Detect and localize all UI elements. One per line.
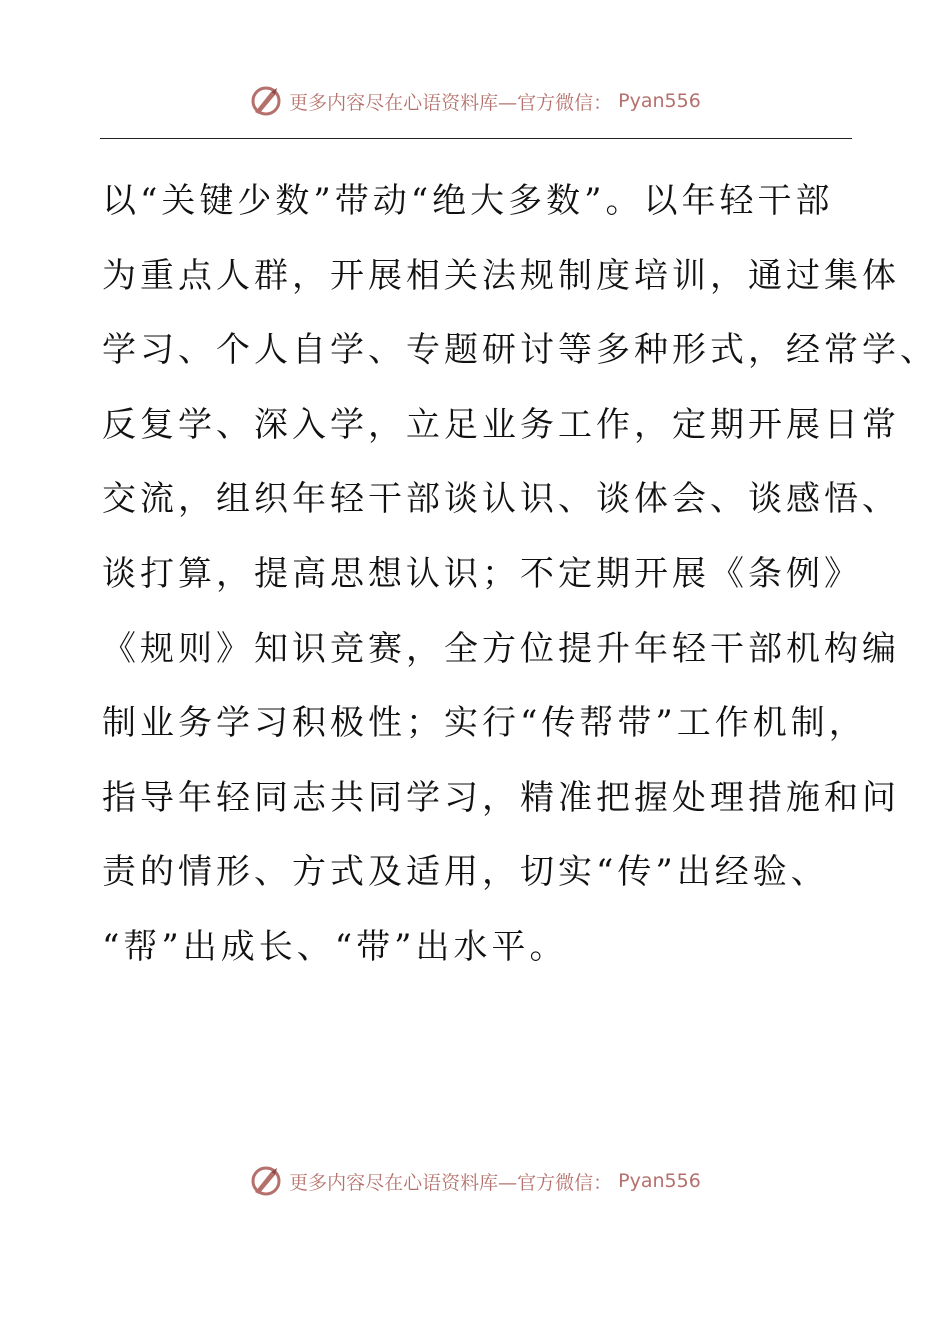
- body-line: 制业务学习积极性；实行“传帮带”工作机制，: [102, 703, 867, 744]
- body-line: 指导年轻同志共同学习，精准把握处理措施和问: [102, 777, 900, 818]
- body-line: 学习、个人自学、专题研讨等多种形式，经常学、: [102, 330, 938, 371]
- document-body: [102, 170, 938, 991]
- header-banner-text: 更多内容尽在心语资料库—官方微信：: [289, 91, 613, 114]
- body-line: 为重点人群，开展相关法规制度培训，通过集体: [102, 255, 900, 296]
- pen-logo-icon: [249, 84, 283, 118]
- body-line: 责的情形、方式及适用，切实“传”出经验、: [102, 852, 829, 893]
- body-line: 以“关键少数”带动“绝大多数”。以年轻干部: [102, 181, 834, 221]
- body-line: 谈打算，提高思想认识；不定期开展《条例》: [102, 553, 862, 594]
- header-banner: [0, 84, 950, 118]
- footer-banner: [0, 1164, 950, 1198]
- header-wechat-id: Pyan556: [618, 90, 701, 112]
- body-line: 反复学、深入学，立足业务工作，定期开展日常: [102, 404, 900, 445]
- footer-wechat-id: Pyan556: [618, 1170, 701, 1192]
- body-line: “帮”出成长、“带”出水平。: [102, 926, 568, 967]
- footer-banner-text: 更多内容尽在心语资料库—官方微信：: [289, 1171, 613, 1194]
- header-divider: [100, 138, 852, 139]
- pen-logo-icon: [249, 1164, 283, 1198]
- body-line: 《规则》知识竞赛，全方位提升年轻干部机构编: [102, 628, 900, 669]
- body-line: 交流，组织年轻干部谈认识、谈体会、谈感悟、: [102, 479, 900, 520]
